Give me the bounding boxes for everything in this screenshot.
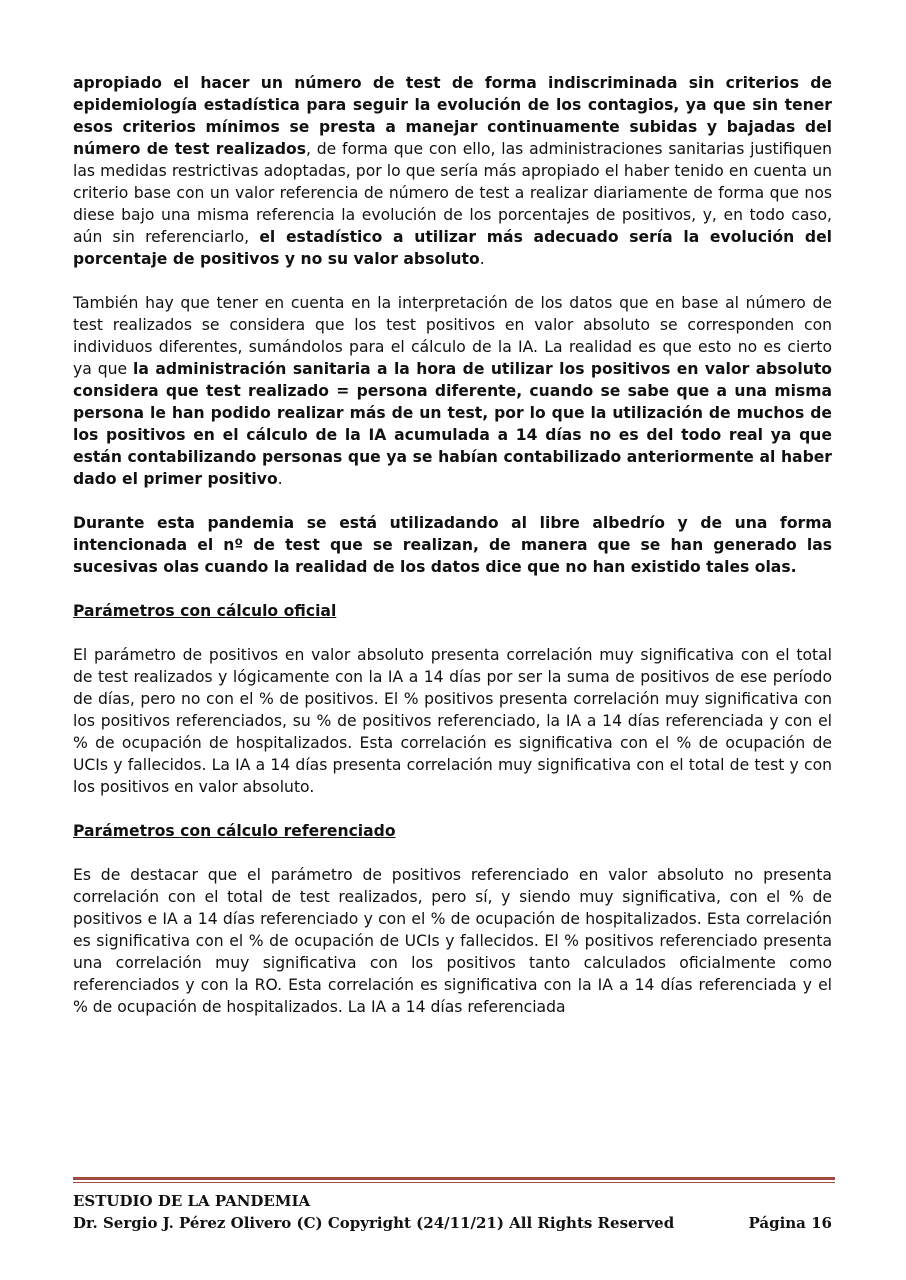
document-body (73, 72, 832, 1040)
section-heading-official: Parámetros con cálculo oficial (73, 602, 337, 620)
text-run: El parámetro de positivos en valor absoluto presenta correlación muy significativa con el total de test realizados y lógicamente con la IA a 14 días por ser la suma de positivos de ese período de días, pero no con el % de positivos. El % positivos presenta correlación muy significativa con los positivos referenciados, su % de positivos referenciado, la IA a 14 días referenciada y con el % de ocupación de hospitalizados. Esta correlación es significativa con el % de ocupación de UCIs y fallecidos. La IA a 14 días presenta correlación muy significativa con el total de test y con los positivos en valor absoluto. (73, 646, 832, 796)
paragraph-3 (73, 512, 832, 578)
section-heading-referenced: Parámetros con cálculo referenciado (73, 822, 396, 840)
bold-text: la administración sanitaria a la hora de utilizar los positivos en valor absoluto considera que test realizado = persona diferente, cuando se sabe que a una misma persona le han podido realizar más de un test, por lo que la utilización de muchos de los positivos en el cálculo de la IA acumulada a 14 días no es del todo real ya que están contabilizando personas que ya se habían contabilizado anteriormente al haber dado el primer positivo (73, 360, 832, 488)
bold-text: Durante esta pandemia se está utilizadando al libre albedrío y de una forma intencionada el nº de test que se realizan, de manera que se han generado las sucesivas olas cuando la realidad de los datos dice que no han existido tales olas. (73, 514, 832, 576)
text-run: . (277, 470, 283, 488)
page-number: Página 16 (748, 1214, 832, 1232)
footer-divider-thin (73, 1182, 835, 1183)
footer-author: Dr. Sergio J. Pérez Olivero (C) Copyright (24/11/21) All Rights Reserved (73, 1214, 675, 1232)
bold-text: apropiado el hacer un número de test de forma indiscriminada sin criterios de epidemiología estadística para seguir la evolución de los contagios, ya que sin tener esos criterios mínimos se presta a manejar continuamente subidas y bajadas del número de test realizados (73, 74, 832, 158)
text-run: También hay que tener en cuenta en la interpretación de los datos que en base al número de test realizados se considera que los test positivos en valor absoluto se corresponden con individuos diferentes, sumándolos para el cálculo de la IA. La realidad es que esto no es cierto ya que (73, 294, 832, 378)
footer-title: ESTUDIO DE LA PANDEMIA (73, 1192, 311, 1210)
text-run: Es de destacar que el parámetro de positivos referenciado en valor absoluto no presenta correlación con el total de test realizados, pero sí, y siendo muy significativa, con el % de positivos e IA a 14 días referenciado y con el % de ocupación de hospitalizados. Esta correlación es significativa con el % de ocupación de UCIs y fallecidos. El % positivos referenciado presenta una correlación muy significativa con los positivos tanto calculados oficialmente como referenciados y con la RO. Esta correlación es significativa con la IA a 14 días referenciada y el % de ocupación de hospitalizados. La IA a 14 días referenciada (73, 866, 832, 1016)
paragraph-1 (73, 72, 832, 270)
bold-text: el estadístico a utilizar más adecuado sería la evolución del porcentaje de positivos y no su valor absoluto (73, 228, 832, 268)
page-footer (73, 1190, 832, 1234)
paragraph-4 (73, 644, 832, 798)
paragraph-2 (73, 292, 832, 490)
footer-divider (73, 1177, 835, 1180)
paragraph-5 (73, 864, 832, 1018)
text-run: . (479, 250, 485, 268)
text-run: , de forma que con ello, las administraciones sanitarias justifiquen las medidas restrictivas adoptadas, por lo que sería más apropiado el haber tenido en cuenta un criterio base con un valor referencia de número de test a realizar diariamente de forma que nos diese bajo una misma referencia la evolución de los porcentajes de positivos, y, en todo caso, aún sin referenciarlo, (73, 140, 832, 246)
